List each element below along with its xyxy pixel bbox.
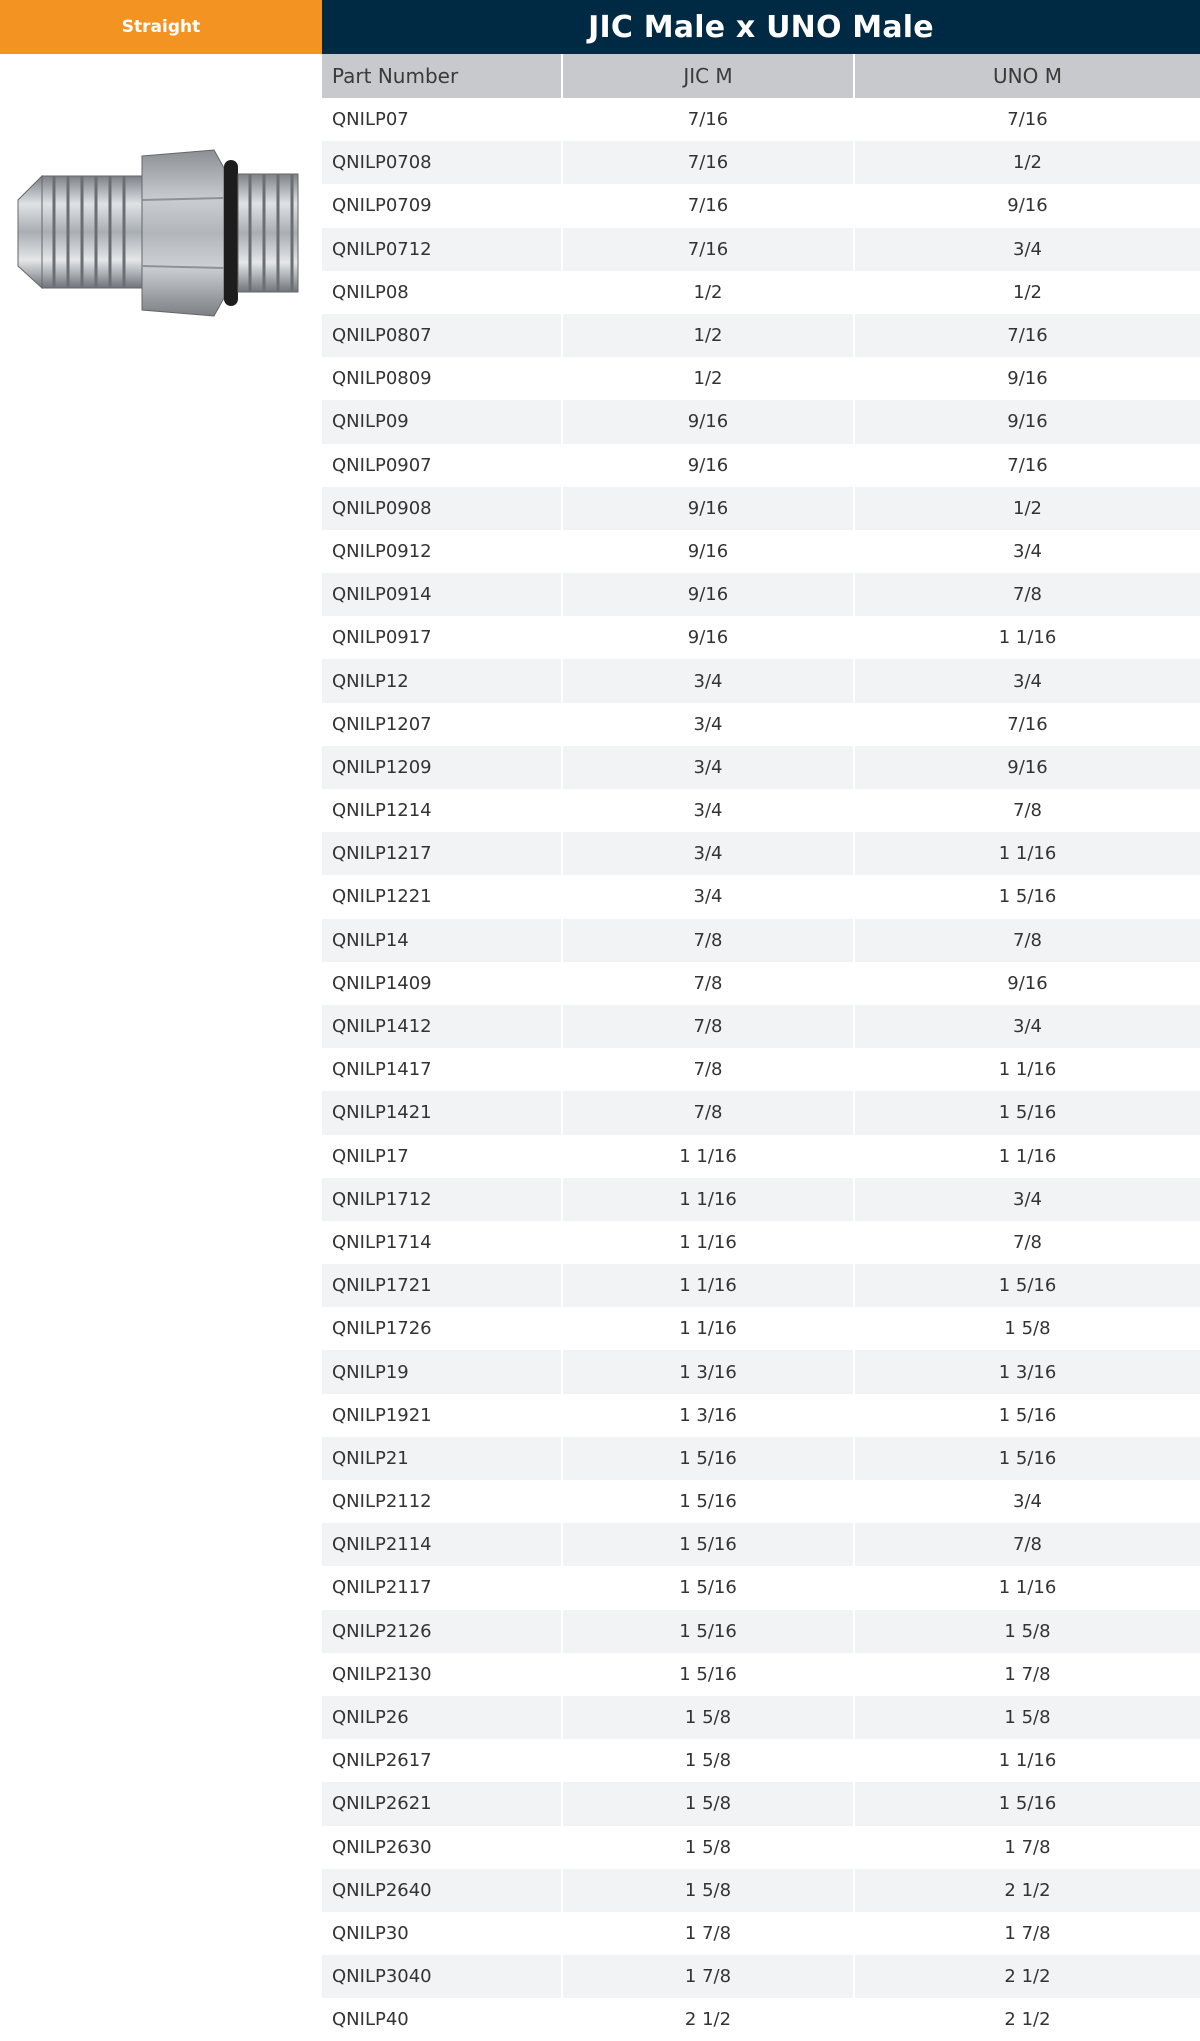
part-number-cell: QNILP1714 [322, 1221, 562, 1264]
uno-m-cell: 7/16 [854, 703, 1200, 746]
part-number-cell: QNILP0712 [322, 228, 562, 271]
jic-m-cell: 1 5/16 [562, 1523, 854, 1566]
table-header-row [322, 54, 1200, 98]
jic-m-cell: 1 7/8 [562, 1912, 854, 1955]
uno-m-cell: 1/2 [854, 487, 1200, 530]
table-row[interactable] [322, 271, 1200, 314]
part-number-cell: QNILP1421 [322, 1091, 562, 1134]
jic-m-cell: 1 5/8 [562, 1696, 854, 1739]
jic-m-cell: 3/4 [562, 703, 854, 746]
uno-m-cell: 9/16 [854, 400, 1200, 443]
jic-m-cell: 3/4 [562, 832, 854, 875]
part-number-cell: QNILP0917 [322, 616, 562, 659]
jic-m-cell: 1 5/16 [562, 1610, 854, 1653]
table-row[interactable] [322, 1739, 1200, 1782]
jic-m-cell: 7/16 [562, 228, 854, 271]
part-number-cell: QNILP0908 [322, 487, 562, 530]
table-row[interactable] [322, 1005, 1200, 1048]
part-number-cell: QNILP1417 [322, 1048, 562, 1091]
table-row[interactable] [322, 573, 1200, 616]
part-number-cell: QNILP0912 [322, 530, 562, 573]
table-row[interactable] [322, 1610, 1200, 1653]
jic-m-cell: 9/16 [562, 616, 854, 659]
uno-m-cell: 2 1/2 [854, 1998, 1200, 2041]
jic-m-cell: 1 5/16 [562, 1480, 854, 1523]
jic-m-cell: 1 1/16 [562, 1135, 854, 1178]
table-row[interactable] [322, 962, 1200, 1005]
column-header-jic-m: JIC M [562, 54, 854, 98]
part-number-cell: QNILP21 [322, 1437, 562, 1480]
uno-m-cell: 3/4 [854, 228, 1200, 271]
uno-m-cell: 1 1/16 [854, 1048, 1200, 1091]
table-row[interactable] [322, 400, 1200, 443]
part-number-cell: QNILP0709 [322, 184, 562, 227]
uno-m-cell: 1 5/8 [854, 1610, 1200, 1653]
uno-m-cell: 7/8 [854, 1221, 1200, 1264]
part-number-cell: QNILP2130 [322, 1653, 562, 1696]
uno-m-cell: 1 1/16 [854, 1739, 1200, 1782]
table-row[interactable] [322, 1091, 1200, 1134]
jic-m-cell: 3/4 [562, 875, 854, 918]
table-row[interactable] [322, 1912, 1200, 1955]
uno-m-cell: 2 1/2 [854, 1869, 1200, 1912]
part-number-cell: QNILP1221 [322, 875, 562, 918]
uno-m-cell: 7/16 [854, 98, 1200, 141]
jic-m-cell: 9/16 [562, 573, 854, 616]
table-row[interactable] [322, 1480, 1200, 1523]
part-number-cell: QNILP1209 [322, 746, 562, 789]
part-number-cell: QNILP08 [322, 271, 562, 314]
part-number-cell: QNILP19 [322, 1350, 562, 1393]
table-row[interactable] [322, 1350, 1200, 1393]
jic-m-cell: 1 1/16 [562, 1221, 854, 1264]
part-number-cell: QNILP1412 [322, 1005, 562, 1048]
uno-m-cell: 3/4 [854, 659, 1200, 702]
part-number-cell: QNILP1721 [322, 1264, 562, 1307]
uno-m-cell: 1/2 [854, 271, 1200, 314]
part-number-cell: QNILP1214 [322, 789, 562, 832]
uno-m-cell: 3/4 [854, 1178, 1200, 1221]
uno-m-cell: 1 5/8 [854, 1696, 1200, 1739]
jic-m-cell: 7/16 [562, 141, 854, 184]
jic-m-cell: 9/16 [562, 487, 854, 530]
part-number-cell: QNILP1207 [322, 703, 562, 746]
table-row[interactable] [322, 659, 1200, 702]
jic-m-cell: 9/16 [562, 400, 854, 443]
part-number-cell: QNILP1726 [322, 1307, 562, 1350]
part-number-cell: QNILP2617 [322, 1739, 562, 1782]
uno-m-cell: 7/16 [854, 444, 1200, 487]
table-row[interactable] [322, 1394, 1200, 1437]
spec-table-panel [322, 0, 1200, 2032]
part-number-cell: QNILP1217 [322, 832, 562, 875]
jic-m-cell: 1/2 [562, 357, 854, 400]
uno-m-cell: 9/16 [854, 962, 1200, 1005]
part-number-cell: QNILP30 [322, 1912, 562, 1955]
table-row[interactable] [322, 1955, 1200, 1998]
table-row[interactable] [322, 184, 1200, 227]
uno-m-cell: 1 1/16 [854, 832, 1200, 875]
table-row[interactable] [322, 1826, 1200, 1869]
part-number-cell: QNILP2114 [322, 1523, 562, 1566]
jic-m-cell: 1 5/16 [562, 1437, 854, 1480]
table-row[interactable] [322, 1653, 1200, 1696]
jic-m-cell: 7/16 [562, 98, 854, 141]
part-number-cell: QNILP0708 [322, 141, 562, 184]
jic-m-cell: 2 1/2 [562, 1998, 854, 2041]
part-number-cell: QNILP12 [322, 659, 562, 702]
jic-m-cell: 1 3/16 [562, 1350, 854, 1393]
uno-m-cell: 1 1/16 [854, 1566, 1200, 1609]
table-row[interactable] [322, 228, 1200, 271]
table-row[interactable] [322, 487, 1200, 530]
jic-m-cell: 7/8 [562, 1048, 854, 1091]
jic-m-cell: 1 5/8 [562, 1782, 854, 1825]
jic-m-cell: 1 5/16 [562, 1653, 854, 1696]
part-number-cell: QNILP09 [322, 400, 562, 443]
uno-m-cell: 1 5/8 [854, 1307, 1200, 1350]
jic-m-cell: 3/4 [562, 746, 854, 789]
part-number-cell: QNILP2640 [322, 1869, 562, 1912]
jic-m-cell: 7/8 [562, 1005, 854, 1048]
table-row[interactable] [322, 1264, 1200, 1307]
table-body [322, 98, 1200, 2041]
jic-m-cell: 7/8 [562, 1091, 854, 1134]
table-title: JIC Male x UNO Male [322, 0, 1200, 54]
table-row[interactable] [322, 1523, 1200, 1566]
uno-m-cell: 9/16 [854, 746, 1200, 789]
jic-m-cell: 9/16 [562, 444, 854, 487]
table-row[interactable] [322, 1307, 1200, 1350]
table-row[interactable] [322, 746, 1200, 789]
part-number-cell: QNILP40 [322, 1998, 562, 2041]
uno-m-cell: 1 5/16 [854, 1437, 1200, 1480]
table-row[interactable] [322, 1782, 1200, 1825]
uno-m-cell: 1 1/16 [854, 616, 1200, 659]
table-row[interactable] [322, 444, 1200, 487]
column-header-part-number: Part Number [322, 54, 562, 98]
column-header-uno-m: UNO M [854, 54, 1200, 98]
uno-m-cell: 9/16 [854, 357, 1200, 400]
jic-m-cell: 1 1/16 [562, 1307, 854, 1350]
table-row[interactable] [322, 357, 1200, 400]
part-number-cell: QNILP0907 [322, 444, 562, 487]
uno-m-cell: 7/8 [854, 1523, 1200, 1566]
part-number-cell: QNILP0809 [322, 357, 562, 400]
part-number-cell: QNILP2621 [322, 1782, 562, 1825]
uno-m-cell: 1 3/16 [854, 1350, 1200, 1393]
part-number-cell: QNILP3040 [322, 1955, 562, 1998]
table-row[interactable] [322, 832, 1200, 875]
part-number-cell: QNILP2126 [322, 1610, 562, 1653]
table-row[interactable] [322, 1566, 1200, 1609]
table-row[interactable] [322, 98, 1200, 141]
table-row[interactable] [322, 703, 1200, 746]
table-row[interactable] [322, 530, 1200, 573]
jic-m-cell: 1 1/16 [562, 1264, 854, 1307]
jic-m-cell: 1 7/8 [562, 1955, 854, 1998]
part-number-cell: QNILP17 [322, 1135, 562, 1178]
part-number-cell: QNILP26 [322, 1696, 562, 1739]
table-row[interactable] [322, 919, 1200, 962]
uno-m-cell: 9/16 [854, 184, 1200, 227]
part-number-cell: QNILP1712 [322, 1178, 562, 1221]
table-row[interactable] [322, 1135, 1200, 1178]
jic-m-cell: 1 3/16 [562, 1394, 854, 1437]
table-row[interactable] [322, 1437, 1200, 1480]
jic-m-cell: 7/16 [562, 184, 854, 227]
uno-m-cell: 7/8 [854, 789, 1200, 832]
fitting-product-image [14, 138, 302, 328]
table-row[interactable] [322, 1221, 1200, 1264]
jic-m-cell: 1/2 [562, 271, 854, 314]
uno-m-cell: 1/2 [854, 141, 1200, 184]
uno-m-cell: 1 7/8 [854, 1912, 1200, 1955]
uno-m-cell: 3/4 [854, 530, 1200, 573]
part-number-cell: QNILP2630 [322, 1826, 562, 1869]
part-number-cell: QNILP2117 [322, 1566, 562, 1609]
part-number-cell: QNILP2112 [322, 1480, 562, 1523]
table-row[interactable] [322, 141, 1200, 184]
uno-m-cell: 1 5/16 [854, 1782, 1200, 1825]
uno-m-cell: 7/8 [854, 919, 1200, 962]
category-tab-straight[interactable]: Straight [0, 0, 322, 54]
part-number-cell: QNILP0914 [322, 573, 562, 616]
uno-m-cell: 7/16 [854, 314, 1200, 357]
part-number-cell: QNILP1921 [322, 1394, 562, 1437]
uno-m-cell: 1 7/8 [854, 1653, 1200, 1696]
table-row[interactable] [322, 616, 1200, 659]
part-number-cell: QNILP0807 [322, 314, 562, 357]
uno-m-cell: 1 7/8 [854, 1826, 1200, 1869]
jic-m-cell: 1 1/16 [562, 1178, 854, 1221]
uno-m-cell: 3/4 [854, 1005, 1200, 1048]
jic-m-cell: 1 5/8 [562, 1869, 854, 1912]
uno-m-cell: 1 5/16 [854, 1091, 1200, 1134]
jic-m-cell: 1/2 [562, 314, 854, 357]
uno-m-cell: 1 5/16 [854, 875, 1200, 918]
table-row[interactable] [322, 1998, 1200, 2041]
jic-m-cell: 3/4 [562, 659, 854, 702]
jic-m-cell: 7/8 [562, 962, 854, 1005]
spec-table [322, 54, 1200, 2041]
part-number-cell: QNILP14 [322, 919, 562, 962]
uno-m-cell: 1 5/16 [854, 1394, 1200, 1437]
uno-m-cell: 2 1/2 [854, 1955, 1200, 1998]
table-row[interactable] [322, 1696, 1200, 1739]
table-row[interactable] [322, 1869, 1200, 1912]
part-number-cell: QNILP1409 [322, 962, 562, 1005]
table-row[interactable] [322, 789, 1200, 832]
table-row[interactable] [322, 875, 1200, 918]
table-row[interactable] [322, 314, 1200, 357]
jic-m-cell: 3/4 [562, 789, 854, 832]
jic-m-cell: 1 5/8 [562, 1826, 854, 1869]
jic-m-cell: 9/16 [562, 530, 854, 573]
table-row[interactable] [322, 1178, 1200, 1221]
jic-m-cell: 7/8 [562, 919, 854, 962]
part-number-cell: QNILP07 [322, 98, 562, 141]
table-row[interactable] [322, 1048, 1200, 1091]
uno-m-cell: 7/8 [854, 573, 1200, 616]
uno-m-cell: 1 1/16 [854, 1135, 1200, 1178]
left-column [0, 0, 322, 2032]
jic-m-cell: 1 5/16 [562, 1566, 854, 1609]
uno-m-cell: 1 5/16 [854, 1264, 1200, 1307]
uno-m-cell: 3/4 [854, 1480, 1200, 1523]
jic-m-cell: 1 5/8 [562, 1739, 854, 1782]
